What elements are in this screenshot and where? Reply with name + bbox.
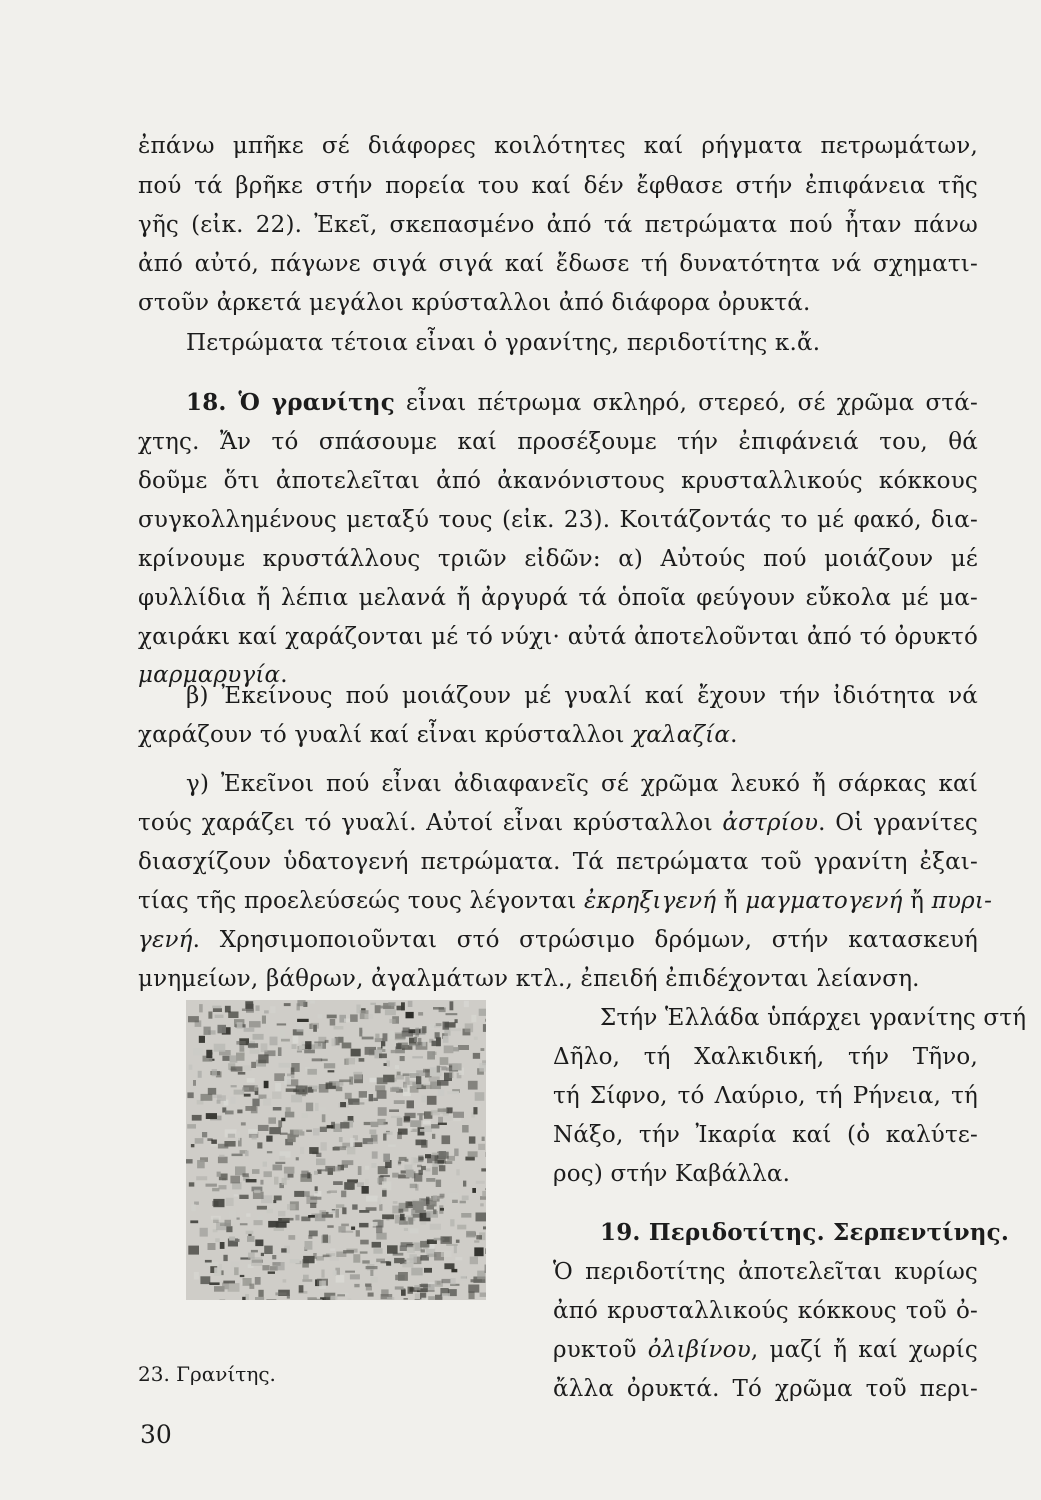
right-text-line: Δῆλο, τή Χαλκιδική, τήν Τῆνο,	[553, 1044, 978, 1070]
text-line: κρίνουμε κρυστάλλους τριῶν εἰδῶν: α) Αὐτούς πού μοιάζουν μέ	[138, 546, 978, 572]
text-span: ἤ	[716, 888, 746, 914]
text-line: διασχίζουν ὑδατογενή πετρώματα. Τά πετρώματα τοῦ γρανίτη ἐξαι-	[138, 849, 978, 875]
term-ekrixigeni: ἐκρηξιγενή	[584, 888, 717, 914]
text-span: εἶναι πέτρωμα σκληρό, στερεό, σέ χρῶμα στά-	[394, 390, 979, 416]
term-pyrigeni-end: γενή	[138, 927, 193, 953]
text-line: γ) Ἐκεῖνοι πού εἶναι ἀδιαφανεῖς σέ χρῶμα λευκό ἤ σάρκας καί	[186, 771, 978, 797]
text-line: χτης. Ἄν τό σπάσουμε καί προσέξουμε τήν ἐπιφάνειά του, θά	[138, 429, 978, 455]
section-18-first-line	[186, 388, 978, 418]
text-span: χαράζουν τό γυαλί καί εἶναι κρύσταλλοι	[138, 722, 633, 748]
text-line	[138, 720, 978, 750]
text-span: .	[730, 722, 738, 748]
text-line	[138, 808, 978, 838]
text-line	[138, 925, 978, 955]
term-pyrigeni: πυρι-	[931, 888, 993, 914]
right-text-line: ἄλλα ὀρυκτά. Τό χρῶμα τοῦ περι-	[553, 1376, 978, 1402]
text-line: β) Ἐκείνους πού μοιάζουν μέ γυαλί καί ἔχουν τήν ἰδιότητα νά	[186, 683, 978, 709]
term-chalazia: χαλαζία	[632, 722, 731, 748]
text-line: χαιράκι καί χαράζονται μέ τό νύχι· αὐτά ἀποτελοῦνται ἀπό τό ὀρυκτό	[138, 624, 978, 650]
right-text-line: ἀπό κρυσταλλικούς κόκκους τοῦ ὀ-	[553, 1298, 978, 1324]
text-span: τίας τῆς προελεύσεώς τους λέγονται	[138, 888, 584, 914]
text-span: , μαζί ἤ καί χωρίς	[750, 1337, 978, 1363]
text-span: ἤ	[902, 888, 932, 914]
right-text-line: τή Σίφνο, τό Λαύριο, τή Ρήνεια, τή	[553, 1083, 978, 1109]
section-19-heading: 19. Περιδοτίτης. Σερπεντίνης.	[600, 1219, 1010, 1246]
term-olivinou: ὀλιβίνου	[647, 1337, 751, 1363]
text-line: ἐπάνω μπῆκε σέ διάφορες κοιλότητες καί ρήγματα πετρωμάτων,	[138, 133, 978, 159]
figure-caption: 23. Γρανίτης.	[138, 1362, 276, 1386]
text-span: . Χρησιμοποιοῦνται στό στρώσιμο δρόμων, στήν κατασκευή	[192, 927, 978, 953]
right-text-line: Στήν Ἑλλάδα ὑπάρχει γρανίτης στή	[600, 1005, 1027, 1031]
text-line: συγκολλημένους μεταξύ τους (εἰκ. 23). Κοιτάζοντάς το μέ φακό, δια-	[138, 507, 978, 533]
text-span: ρυκτοῦ	[553, 1337, 648, 1363]
text-span: .	[280, 662, 288, 688]
text-line: στοῦν ἀρκετά μεγάλοι κρύσταλλοι ἀπό διάφορα ὀρυκτά.	[138, 290, 811, 316]
right-text-line: Νάξο, τήν Ἰκαρία καί (ὁ καλύτε-	[553, 1122, 978, 1148]
granite-texture	[186, 1000, 486, 1300]
text-line: δοῦμε ὅτι ἀποτελεῖται ἀπό ἀκανόνιστους κρυσταλλικούς κόκκους	[138, 468, 978, 494]
right-text-line: Ὁ περιδοτίτης ἀποτελεῖται κυρίως	[553, 1259, 978, 1285]
page-number: 30	[140, 1420, 172, 1449]
granite-photo-icon	[186, 1000, 486, 1300]
text-line: γῆς (εἰκ. 22). Ἐκεῖ, σκεπασμένο ἀπό τά πετρώματα πού ἦταν πάνω	[138, 212, 978, 238]
term-marmarygia: μαρμαρυγία	[138, 662, 281, 688]
text-line	[138, 886, 993, 916]
right-text-line	[553, 1335, 978, 1365]
text-span: . Οἱ γρανίτες	[818, 810, 978, 836]
term-astriou: ἀστρίου	[722, 810, 819, 836]
text-span: τούς χαράζει τό γυαλί. Αὐτοί εἶναι κρύσταλλοι	[138, 810, 723, 836]
text-line: μνημείων, βάθρων, ἀγαλμάτων κτλ., ἐπειδή ἐπιδέχονται λείανση.	[138, 966, 920, 992]
text-line: ἀπό αὐτό, πάγωνε σιγά σιγά καί ἔδωσε τή δυνατότητα νά σχηματι-	[138, 251, 978, 277]
term-magmatogeni: μαγματογενή	[745, 888, 903, 914]
section-18-heading: 18. Ὁ γρανίτης	[186, 389, 395, 416]
right-text-line: ρος) στήν Καβάλλα.	[553, 1161, 791, 1187]
text-line: φυλλίδια ἤ λέπια μελανά ἤ ἀργυρά τά ὁποῖα φεύγουν εὔκολα μέ μα-	[138, 585, 978, 611]
text-line: Πετρώματα τέτοια εἶναι ὁ γρανίτης, περιδοτίτης κ.ἄ.	[186, 330, 821, 356]
text-line: πού τά βρῆκε στήν πορεία του καί δέν ἔφθασε στήν ἐπιφάνεια τῆς	[138, 173, 978, 199]
